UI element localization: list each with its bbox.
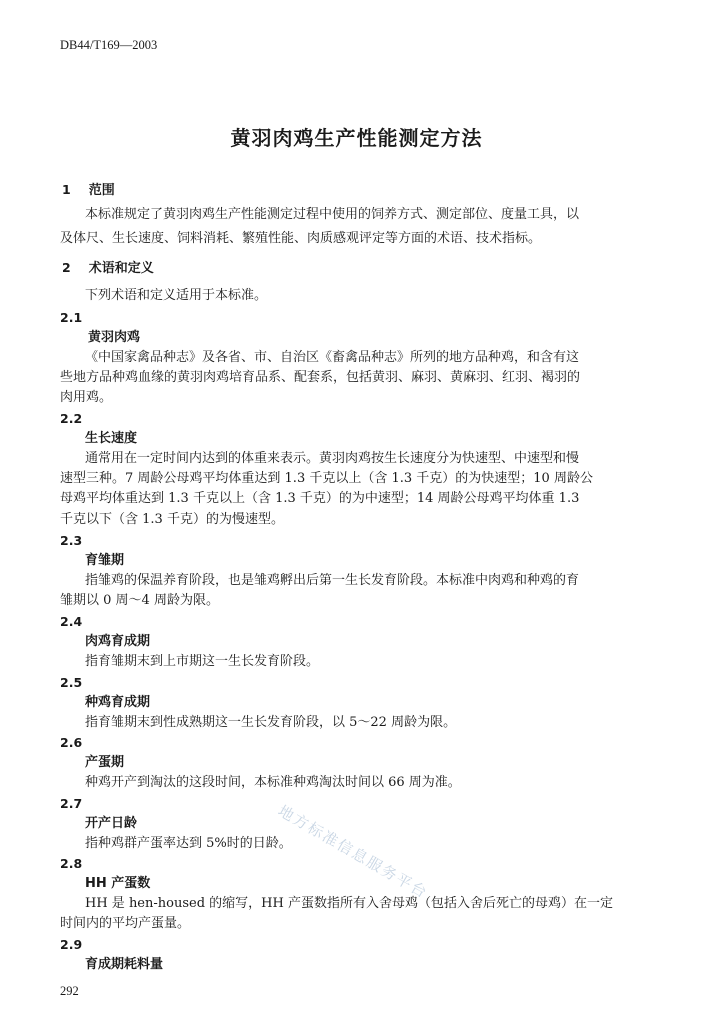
- section-1-text-line-1: 本标准规定了黄羽肉鸡生产性能测定过程中使用的饲养方式、测定部位、度量工具，以: [85, 207, 580, 222]
- clause-2-3-number: 2.3: [60, 533, 83, 548]
- page-number: 292: [60, 984, 79, 998]
- clause-2-2-number: 2.2: [60, 411, 83, 426]
- clause-2-1-line-1: 《中国家禽品种志》及各省、市、自治区《畜禽品种志》所列的地方品种鸡，和含有这: [85, 350, 580, 365]
- clause-2-2-line-4: 千克以下（含 1.3 千克）的为慢速型。: [60, 512, 284, 527]
- clause-2-9-term: 育成期耗料量: [85, 957, 164, 972]
- section-1-title: 范围: [88, 183, 115, 198]
- clause-2-7-number: 2.7: [60, 796, 83, 811]
- watermark: 地方标准信息服务平台: [275, 801, 432, 903]
- clause-2-2-line-1: 通常用在一定时间内达到的体重来表示。黄羽肉鸡按生长速度分为快速型、中速型和慢: [85, 451, 580, 466]
- clause-2-3-line-2: 雏期以 0 周～4 周龄为限。: [60, 593, 219, 608]
- section-1-text-line-2: 及体尺、生长速度、饲料消耗、繁殖性能、肉质感观评定等方面的术语、技术指标。: [60, 231, 542, 246]
- clause-2-2-line-2: 速型三种。7 周龄公母鸡平均体重达到 1.3 千克以上（含 1.3 千克）的为快速型；10 周龄公: [60, 471, 593, 486]
- clause-2-4-term: 肉鸡育成期: [85, 634, 151, 649]
- section-2-title: 术语和定义: [88, 261, 154, 276]
- clause-2-5-number: 2.5: [60, 675, 83, 690]
- section-1-number: 1: [62, 182, 71, 197]
- clause-2-5-term: 种鸡育成期: [85, 695, 151, 710]
- clause-2-4-line-1: 指育雏期末到上市期这一生长发育阶段。: [85, 654, 320, 669]
- section-2-heading: [62, 260, 154, 277]
- doc-code: DB44/T169—2003: [60, 38, 158, 52]
- section-1-heading: [62, 182, 115, 199]
- clause-2-1-line-2: 些地方品种鸡血缘的黄羽肉鸡培育品系、配套系，包括黄羽、麻羽、黄麻羽、红羽、褐羽的: [60, 370, 581, 385]
- clause-2-2-line-3: 母鸡平均体重达到 1.3 千克以上（含 1.3 千克）的为中速型；14 周龄公母鸡平均体重 1.3: [60, 491, 580, 506]
- clause-2-6-term: 产蛋期: [85, 755, 125, 770]
- clause-2-7-term: 开产日龄: [85, 816, 138, 831]
- clause-2-7-line-1: 指种鸡群产蛋率达到 5%时的日龄。: [85, 836, 292, 851]
- clause-2-1-number: 2.1: [60, 310, 83, 325]
- clause-2-5-line-1: 指育雏期末到性成熟期这一生长发育阶段，以 5～22 周龄为限。: [85, 715, 457, 730]
- section-2-intro: 下列术语和定义适用于本标准。: [85, 288, 268, 303]
- clause-2-1-term: 黄羽肉鸡: [88, 330, 141, 345]
- clause-2-3-term: 育雏期: [85, 553, 125, 568]
- clause-2-6-line-1: 种鸡开产到淘汰的这段时间，本标准种鸡淘汰时间以 66 周为准。: [85, 775, 461, 790]
- clause-2-3-line-1: 指雏鸡的保温养育阶段，也是雏鸡孵出后第一生长发育阶段。本标准中肉鸡和种鸡的育: [85, 573, 580, 588]
- clause-2-1-line-3: 肉用鸡。: [60, 390, 113, 405]
- clause-2-2-term: 生长速度: [85, 431, 138, 446]
- clause-2-8-line-1: HH 是 hen-housed 的缩写，HH 产蛋数指所有入舍母鸡（包括入舍后死亡的母鸡）在一定: [85, 896, 613, 911]
- clause-2-4-number: 2.4: [60, 614, 83, 629]
- clause-2-9-number: 2.9: [60, 937, 83, 952]
- clause-2-8-number: 2.8: [60, 856, 83, 871]
- clause-2-8-line-2: 时间内的平均产蛋量。: [60, 916, 191, 931]
- section-2-number: 2: [62, 260, 71, 275]
- clause-2-6-number: 2.6: [60, 735, 83, 750]
- page-title: 黄羽肉鸡生产性能测定方法: [230, 126, 483, 150]
- clause-2-8-term: HH 产蛋数: [85, 876, 151, 891]
